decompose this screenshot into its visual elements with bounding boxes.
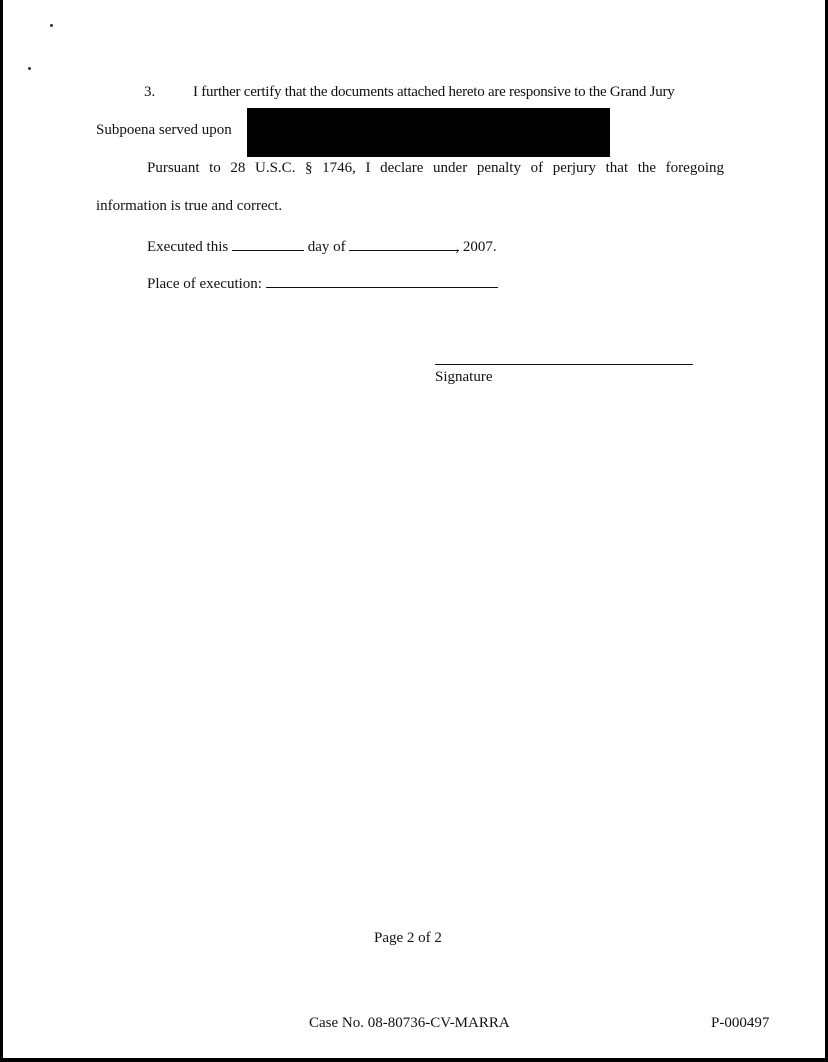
case-number: Case No. 08-80736-CV-MARRA bbox=[309, 1015, 510, 1031]
paragraph-3-line-1: I further certify that the documents attached hereto are responsive to the Grand Jury bbox=[193, 84, 675, 100]
declaration-line-2: information is true and correct. bbox=[96, 198, 283, 214]
redaction-block bbox=[247, 108, 610, 157]
executed-middle: day of bbox=[307, 239, 346, 255]
executed-line bbox=[147, 236, 497, 256]
scan-speck bbox=[28, 67, 31, 70]
executed-suffix: , 2007. bbox=[455, 239, 497, 255]
bates-number: P-000497 bbox=[711, 1015, 770, 1031]
month-blank[interactable] bbox=[349, 236, 459, 251]
place-line bbox=[147, 273, 498, 293]
day-blank[interactable] bbox=[232, 236, 304, 251]
executed-prefix: Executed this bbox=[147, 239, 229, 255]
page-number: Page 2 of 2 bbox=[374, 930, 442, 946]
paragraph-3-line-2: Subpoena served upon bbox=[96, 122, 232, 138]
scan-speck bbox=[50, 24, 53, 27]
signature-label: Signature bbox=[435, 369, 493, 385]
place-blank[interactable] bbox=[266, 273, 498, 288]
place-label: Place of execution: bbox=[147, 276, 262, 292]
signature-line[interactable] bbox=[435, 364, 693, 365]
declaration-line-1: Pursuant to 28 U.S.C. § 1746, I declare under penalty of perjury that the foregoing bbox=[147, 160, 724, 176]
paragraph-number: 3. bbox=[144, 84, 156, 100]
